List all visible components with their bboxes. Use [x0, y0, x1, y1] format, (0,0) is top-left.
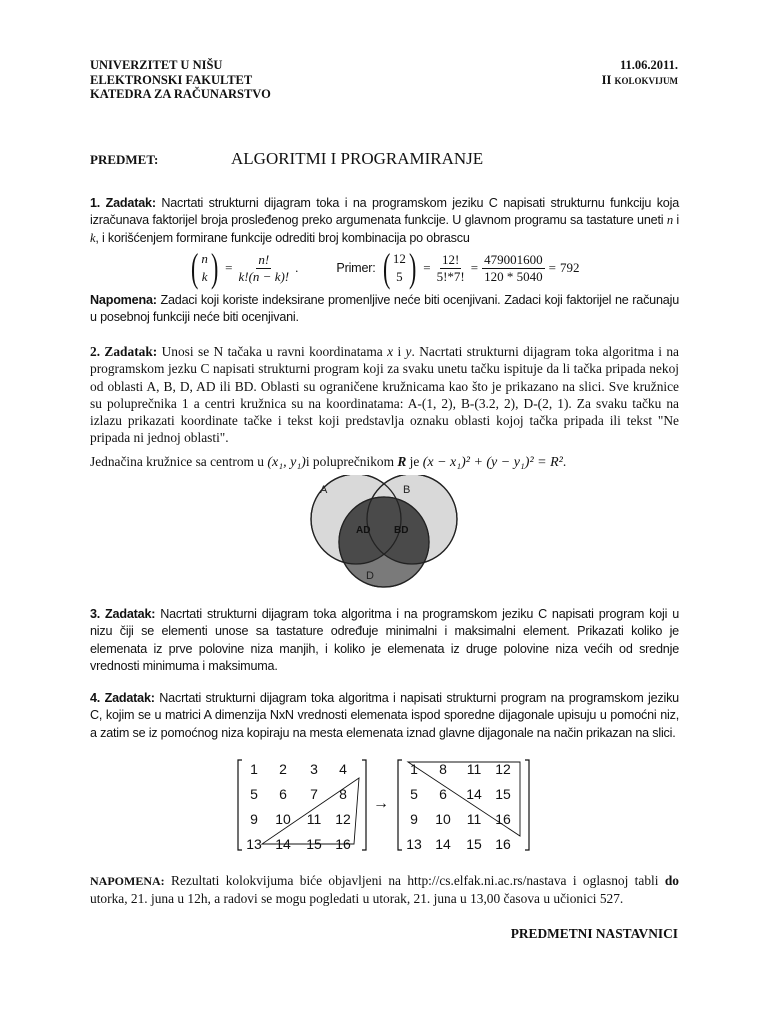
task1-and: i [672, 213, 679, 228]
footer-note-label: NAPOMENA: [90, 874, 165, 888]
task1-text: Nacrtati strukturni dijagram toka i na programskom jeziku C napisati strukturnu funkciju koja izračunava faktorijel broja prosleđenog preko argumenata funkcije. U glavnom programu sa tastature uneti [90, 196, 679, 228]
task4-label: 4. Zadatak: [90, 691, 155, 705]
subject-label: PREDMET: [90, 152, 159, 167]
footer-note [90, 872, 679, 908]
matrix-right-cell: 10 [435, 811, 451, 827]
task1-note-text: Zadaci koji koriste indeksirane promenljive neće biti ocenjivani. Zadaci koji faktorijel ne računaju u posebnoj funkciji neće biti ocenjivani. [90, 293, 679, 325]
matrix-right-cell: 16 [495, 811, 511, 827]
matrix-right-cell: 8 [439, 761, 447, 777]
circle-eq-text3: je [409, 454, 420, 469]
example-num-1: 12! [441, 251, 460, 267]
label-bd: BD [394, 525, 409, 536]
example-equals-3: = [548, 260, 556, 275]
circle-eq-text2: i poluprečnikom [305, 454, 394, 469]
label-b: B [403, 484, 411, 496]
task2-var-x: x [387, 344, 394, 359]
matrix-right-cell: 15 [466, 836, 482, 852]
example-den-1: 5!*7! [436, 268, 465, 284]
matrix-right-cell: 1 [410, 761, 418, 777]
matrix-left-bracket-r [362, 760, 366, 850]
task2-text-end: . Nacrtati strukturni dijagram toka algoritma i na programskom jezku C napisati strukturni program koji za svaku unetu tačku ispituje da li tačka pripada nekoj od oblasti A, B, D, AD ili BD. Oblasti su ograničene kružnicama kao što je prikazano na slici. Sve kružnice su poluprečnika 1 a centri kružnica su na koordinatama: A-(1, 2), B-(3.2, 2), D-(2, 1). Za svaku tačku na izlazu prikazati koordinate tačke i tekst koji predstavlja oznaku oblasti kojoj tačka pripada ili tekst "Ne pripada ni jednoj oblasti". [90, 344, 679, 446]
circle-eq-formula: (x − x₁)² + (y − y₁)² = R² [422, 455, 563, 470]
task1-paragraph [90, 195, 679, 247]
matrix-right-bracket-r [525, 760, 529, 850]
matrix-left-cell: 3 [310, 761, 318, 777]
circle-eq-period: . [562, 454, 567, 469]
footer-note-bold: do [664, 873, 679, 888]
task3-label: 3. Zadatak: [90, 607, 156, 621]
matrix-left-cell: 12 [335, 811, 351, 827]
task2-and: i [393, 344, 406, 359]
task3-paragraph [90, 606, 679, 675]
department-name: KATEDRA ZA RAČUNARSTVO [90, 87, 271, 101]
circle-eq-text1: Jednačina kružnice sa centrom u [90, 454, 264, 469]
matrix-left-cell: 9 [250, 811, 258, 827]
left-paren: ( [190, 245, 199, 290]
right-paren: ) [210, 245, 219, 290]
task1-text-end: , i korišćenjem formirane funkcije odrediti broj kombinacija po obrascu [95, 230, 470, 245]
matrix-right-cell: 12 [495, 761, 511, 777]
combination-formula [188, 246, 579, 290]
task1-var-k: k [90, 230, 96, 245]
binom-top: n [201, 251, 208, 266]
matrix-left-cell: 13 [246, 836, 262, 852]
matrix-left-cell: 5 [250, 786, 258, 802]
example-equals-1: = [423, 260, 431, 275]
faculty-name: ELEKTRONSKI FAKULTET [90, 72, 253, 87]
matrix-right-cell: 15 [495, 786, 511, 802]
example-num-2: 479001600 [484, 251, 543, 267]
matrix-right-cell: 14 [466, 786, 482, 802]
formula-period: . [295, 260, 299, 275]
example-fraction-2 [482, 252, 545, 285]
fraction-numerator: n! [258, 251, 270, 267]
footer-note-text2: utorka, 21. juna u 12h, a radovi se mogu pogledati u utorak, 21. juna u 13,00 časova u učionici 527. [90, 891, 624, 907]
ex-right-paren: ) [408, 245, 417, 290]
venn-diagram [300, 475, 470, 590]
matrix-left-bracket-l [238, 760, 242, 850]
fraction-denominator: k!(n − k)! [238, 268, 290, 284]
matrix-left-cell: 4 [339, 761, 347, 777]
equals-sign: = [225, 260, 233, 275]
matrix-left-cell: 15 [306, 836, 322, 852]
task4-text: Nacrtati strukturni dijagram toka algoritma i napisati strukturni program na programskom jeziku C, kojim se u matrici A dimenzija NxN vrednosti elemenata ispod sporedne dijagonale upisuju u pomoćni niz, a zatim se iz pomoćnog niza kopiraju na mesta elemenata iznad glavne dijagonale na način prikazan na slici. [90, 691, 679, 740]
university-name: UNIVERZITET U NIŠU [90, 58, 223, 72]
task2-var-y: y [405, 344, 412, 359]
matrix-figure [232, 756, 532, 854]
label-ad: AD [356, 525, 371, 536]
matrix-arrow: → [373, 795, 389, 812]
exam-date: 11.06.2011. [620, 58, 678, 72]
matrix-right-cell: 13 [406, 836, 422, 852]
task1-note-label: Napomena: [90, 293, 157, 307]
example-binom-top: 12 [392, 251, 406, 266]
institution-block [90, 58, 271, 102]
example-label: Primer: [336, 261, 376, 275]
circle-equation-line [90, 454, 566, 471]
matrix-left-cell: 1 [250, 761, 258, 777]
matrix-right-cell: 5 [410, 786, 418, 802]
task4-paragraph [90, 690, 679, 742]
example-result: 792 [559, 260, 580, 275]
matrix-right [406, 761, 511, 852]
example-binom [393, 250, 406, 286]
matrix-right-cell: 11 [466, 811, 482, 827]
matrix-left-cell: 8 [339, 786, 347, 802]
footer-note-text1: Rezultati kolokvijuma biće objavljeni na http://cs.elfak.ni.ac.rs/nastava i oglasnoj tabli [164, 873, 665, 888]
factorial-fraction [237, 252, 292, 285]
matrix-left-cell: 11 [306, 811, 322, 827]
matrix-right-cell: 14 [435, 836, 451, 852]
label-a: A [320, 484, 328, 496]
task1-note [90, 292, 679, 327]
matrix-left-cell: 10 [275, 811, 291, 827]
task1-var-n: n [666, 213, 673, 228]
binom-n-k [201, 250, 208, 286]
subject-title: ALGORITMI I PROGRAMIRANJE [231, 149, 484, 168]
circle-eq-center: (x₁, y₁) [267, 455, 306, 470]
matrix-right-cell: 9 [410, 811, 418, 827]
exam-name: II kolokvijum [601, 72, 678, 87]
signature: PREDMETNI NASTAVNICI [510, 926, 678, 941]
label-d: D [366, 570, 374, 582]
matrix-left-cell: 14 [275, 836, 291, 852]
matrix-right-bracket-l [398, 760, 402, 850]
task2-paragraph [90, 343, 679, 447]
task3-text: Nacrtati strukturni dijagram toka algoritma i na programskom jeziku C napisati program koji u nizu čiji se elementi unose sa tastature određuje minimalni i maksimalni element. Prikazati koliko je elemenata iz prve polovine niza manjih, i koliko je elemenata iz druge polovine niza većih od srednje vrednosti minimuma i maksimuma. [90, 607, 679, 673]
matrix-left-cell: 2 [279, 761, 287, 777]
task2-label: 2. Zadatak: [90, 344, 158, 359]
matrix-left-cell: 7 [310, 786, 318, 802]
matrix-left-cell: 6 [279, 786, 287, 802]
example-den-2: 120 * 5040 [484, 268, 543, 284]
matrix-right-cell: 16 [495, 836, 511, 852]
task2-text: Unosi se N tačaka u ravni koordinatama [157, 344, 388, 359]
matrix-left [246, 761, 351, 852]
binom-bottom: k [201, 269, 208, 284]
example-binom-bottom: 5 [396, 269, 403, 284]
circle-eq-radius: R [397, 454, 407, 469]
task1-label: 1. Zadatak: [90, 196, 156, 210]
example-fraction-1 [435, 252, 467, 285]
example-equals-2: = [470, 260, 479, 275]
matrix-right-cell: 6 [439, 786, 447, 802]
matrix-right-cell: 11 [466, 761, 482, 777]
ex-left-paren: ( [382, 245, 390, 290]
matrix-left-cell: 16 [335, 836, 351, 852]
date-block [602, 58, 678, 87]
